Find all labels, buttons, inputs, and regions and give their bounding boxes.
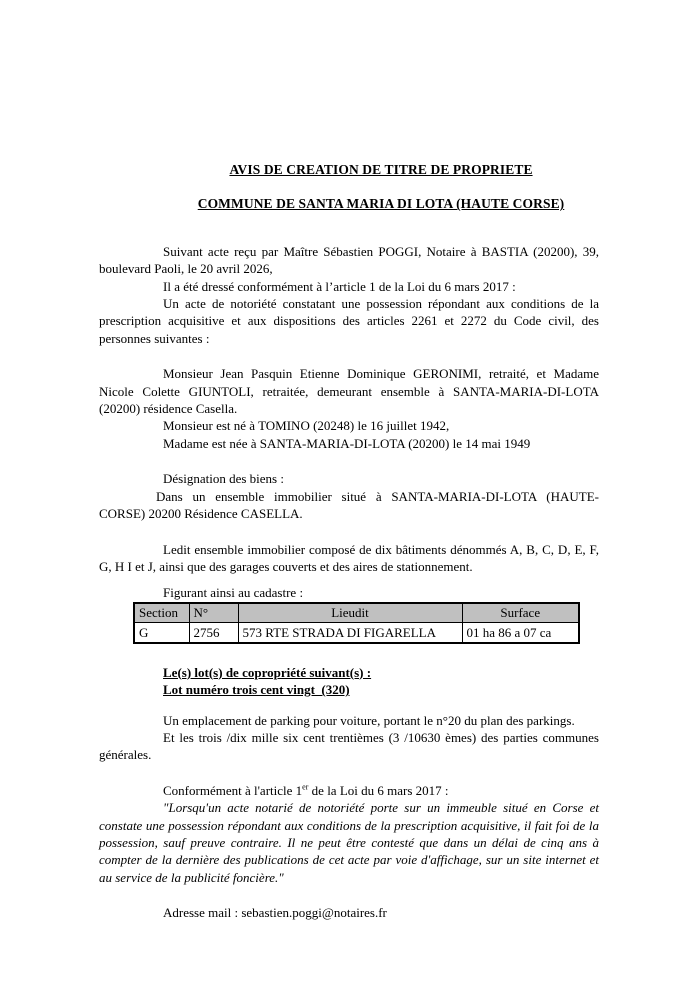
loi-intro-prefix: Conformément à l'article 1	[163, 782, 303, 798]
paragraph-citation-loi: "Lorsqu'un acte notarié de notoriété porte sur un immeuble situé en Corse et constate une possession répondant aux conditions de la prescription acquisitive, il fait foi de la possession, sauf preuve contraire. Il ne peut être contesté que dans un délai de cinq ans à compter de la dernière des publications de cet acte par voie d'affichage, sur un site internet et au service de la publicité foncière."	[99, 800, 599, 885]
paragraph-tantiemes: Et les trois /dix mille six cent trentièmes (3 /10630 èmes) des parties communes générales.	[99, 729, 599, 763]
loi-intro-superscript: er	[302, 782, 309, 792]
paragraph-naissance-madame: Madame est née à SANTA-MARIA-DI-LOTA (20200) le 14 mai 1949	[163, 435, 531, 451]
paragraph-acte-recu: Suivant acte reçu par Maître Sébastien POGGI, Notaire à BASTIA (20200), 39, boulevard Paoli, le 20 avril 2026,	[99, 243, 599, 277]
cadastre-cell-surface: 01 ha 86 a 07 ca	[462, 622, 579, 643]
paragraph-naissance-monsieur: Monsieur est né à TOMINO (20248) le 16 juillet 1942,	[163, 418, 450, 434]
cadastre-cell-lieudit: 573 RTE STRADA DI FIGARELLA	[238, 622, 462, 643]
cadastre-header-surface: Surface	[462, 603, 579, 623]
cadastre-header-section: Section	[134, 603, 189, 623]
cadastre-table	[133, 602, 580, 644]
paragraph-dresse: Il a été dressé conformément à l’article 1 de la Loi du 6 mars 2017 :	[163, 278, 516, 294]
lot-numero-heading: Lot numéro trois cent vingt (320)	[163, 682, 350, 698]
paragraph-notoriete: Un acte de notoriété constatant une possession répondant aux conditions de la prescription acquisitive et aux dispositions des articles 2261 et 2272 du Code civil, des personnes suivantes :	[99, 296, 599, 346]
cadastre-data-row	[134, 622, 579, 643]
cadastre-header-numero: N°	[189, 603, 238, 623]
cadastre-cell-section: G	[134, 622, 189, 643]
paragraph-composition: Ledit ensemble immobilier composé de dix bâtiments dénommés A, B, C, D, E, F, G, H I et J, ainsi que des garages couverts et des aires de stationnement.	[99, 541, 599, 574]
commune-title: COMMUNE DE SANTA MARIA DI LOTA (HAUTE CORSE)	[197, 196, 565, 212]
paragraph-ensemble-immobilier: Dans un ensemble immobilier situé à SANTA-MARIA-DI-LOTA (HAUTE-CORSE) 20200 Résidence CASELLA.	[99, 488, 599, 522]
notice-title: AVIS DE CREATION DE TITRE DE PROPRIETE	[229, 162, 533, 177]
cadastre-header-row	[134, 603, 579, 623]
cadastre-header-lieudit: Lieudit	[238, 603, 462, 623]
paragraph-parking: Un emplacement de parking pour voiture, portant le n°20 du plan des parkings.	[163, 712, 575, 728]
cadastre-cell-numero: 2756	[189, 622, 238, 643]
lots-heading: Le(s) lot(s) de copropriété suivant(s) :	[163, 664, 372, 680]
cadastre-caption: Figurant ainsi au cadastre :	[163, 585, 304, 601]
paragraph-loi-intro	[99, 782, 599, 799]
paragraph-personnes: Monsieur Jean Pasquin Etienne Dominique GERONIMI, retraité, et Madame Nicole Colette GIUNTOLI, retraitée, demeurant ensemble à SANTA-MARIA-DI-LOTA (20200) résidence Casella.	[99, 366, 599, 417]
loi-intro-suffix: de la Loi du 6 mars 2017 :	[308, 782, 449, 798]
designation-biens-label: Désignation des biens :	[163, 471, 284, 487]
email-line: Adresse mail : sebastien.poggi@notaires.fr	[163, 905, 387, 921]
